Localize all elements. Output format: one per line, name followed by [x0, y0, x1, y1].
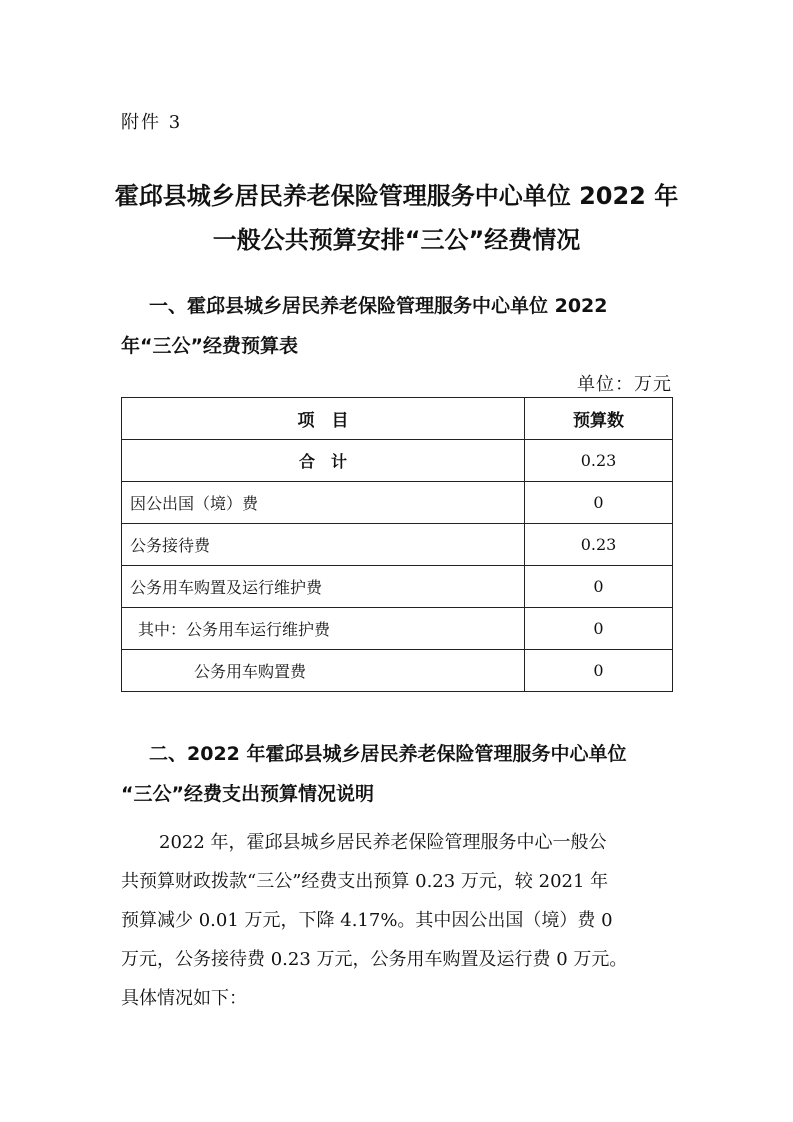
- section-1-heading-line-1: 一、霍邱县城乡居民养老保险管理服务中心单位 2022: [149, 295, 608, 317]
- paragraph-line: 共预算财政拨款“三公”经费支出预算 0.23 万元，较 2021 年: [121, 871, 609, 892]
- header-item: 项 目: [122, 398, 525, 440]
- paragraph-line: 万元，公务接待费 0.23 万元，公务用车购置及运行费 0 万元。: [121, 949, 628, 970]
- table-row: [122, 566, 673, 608]
- section-2-heading: [121, 734, 676, 814]
- table-row: [122, 650, 673, 692]
- row-value: 0.23: [525, 524, 673, 566]
- table-row: [122, 608, 673, 650]
- row-value: 0.23: [525, 440, 673, 482]
- table-row: [122, 482, 673, 524]
- row-value: 0: [525, 650, 673, 692]
- title-line-1: 霍邱县城乡居民养老保险管理服务中心单位 2022 年: [114, 182, 679, 210]
- row-item: 合 计: [122, 440, 525, 482]
- table-header-row: [122, 398, 673, 440]
- attachment-label: 附件 3: [121, 112, 183, 133]
- explanation-paragraph: [121, 823, 676, 1018]
- section-1-heading: [121, 286, 676, 366]
- section-2-heading-line-1: 二、2022 年霍邱县城乡居民养老保险管理服务中心单位: [149, 743, 627, 765]
- document-title: [100, 174, 693, 262]
- row-item: 公务接待费: [122, 524, 525, 566]
- section-2-heading-line-2: “三公”经费支出预算情况说明: [121, 783, 374, 805]
- unit-label: 单位：万元: [577, 374, 672, 395]
- row-value: 0: [525, 482, 673, 524]
- table-row: [122, 524, 673, 566]
- budget-table: [121, 397, 673, 692]
- section-1-heading-line-2: 年“三公”经费预算表: [121, 335, 298, 357]
- title-line-2: 一般公共预算安排“三公”经费情况: [212, 226, 581, 254]
- row-value: 0: [525, 608, 673, 650]
- table-row: [122, 440, 673, 482]
- row-item: 其中：公务用车运行维护费: [122, 608, 525, 650]
- row-item: 公务用车购置及运行维护费: [122, 566, 525, 608]
- row-item: 公务用车购置费: [122, 650, 525, 692]
- row-item: 因公出国（境）费: [122, 482, 525, 524]
- paragraph-line: 2022 年，霍邱县城乡居民养老保险管理服务中心一般公: [159, 832, 607, 853]
- row-value: 0: [525, 566, 673, 608]
- paragraph-line: 具体情况如下：: [121, 988, 247, 1009]
- paragraph-line: 预算减少 0.01 万元，下降 4.17%。其中因公出国（境）费 0: [121, 910, 613, 931]
- header-budget: 预算数: [525, 398, 673, 440]
